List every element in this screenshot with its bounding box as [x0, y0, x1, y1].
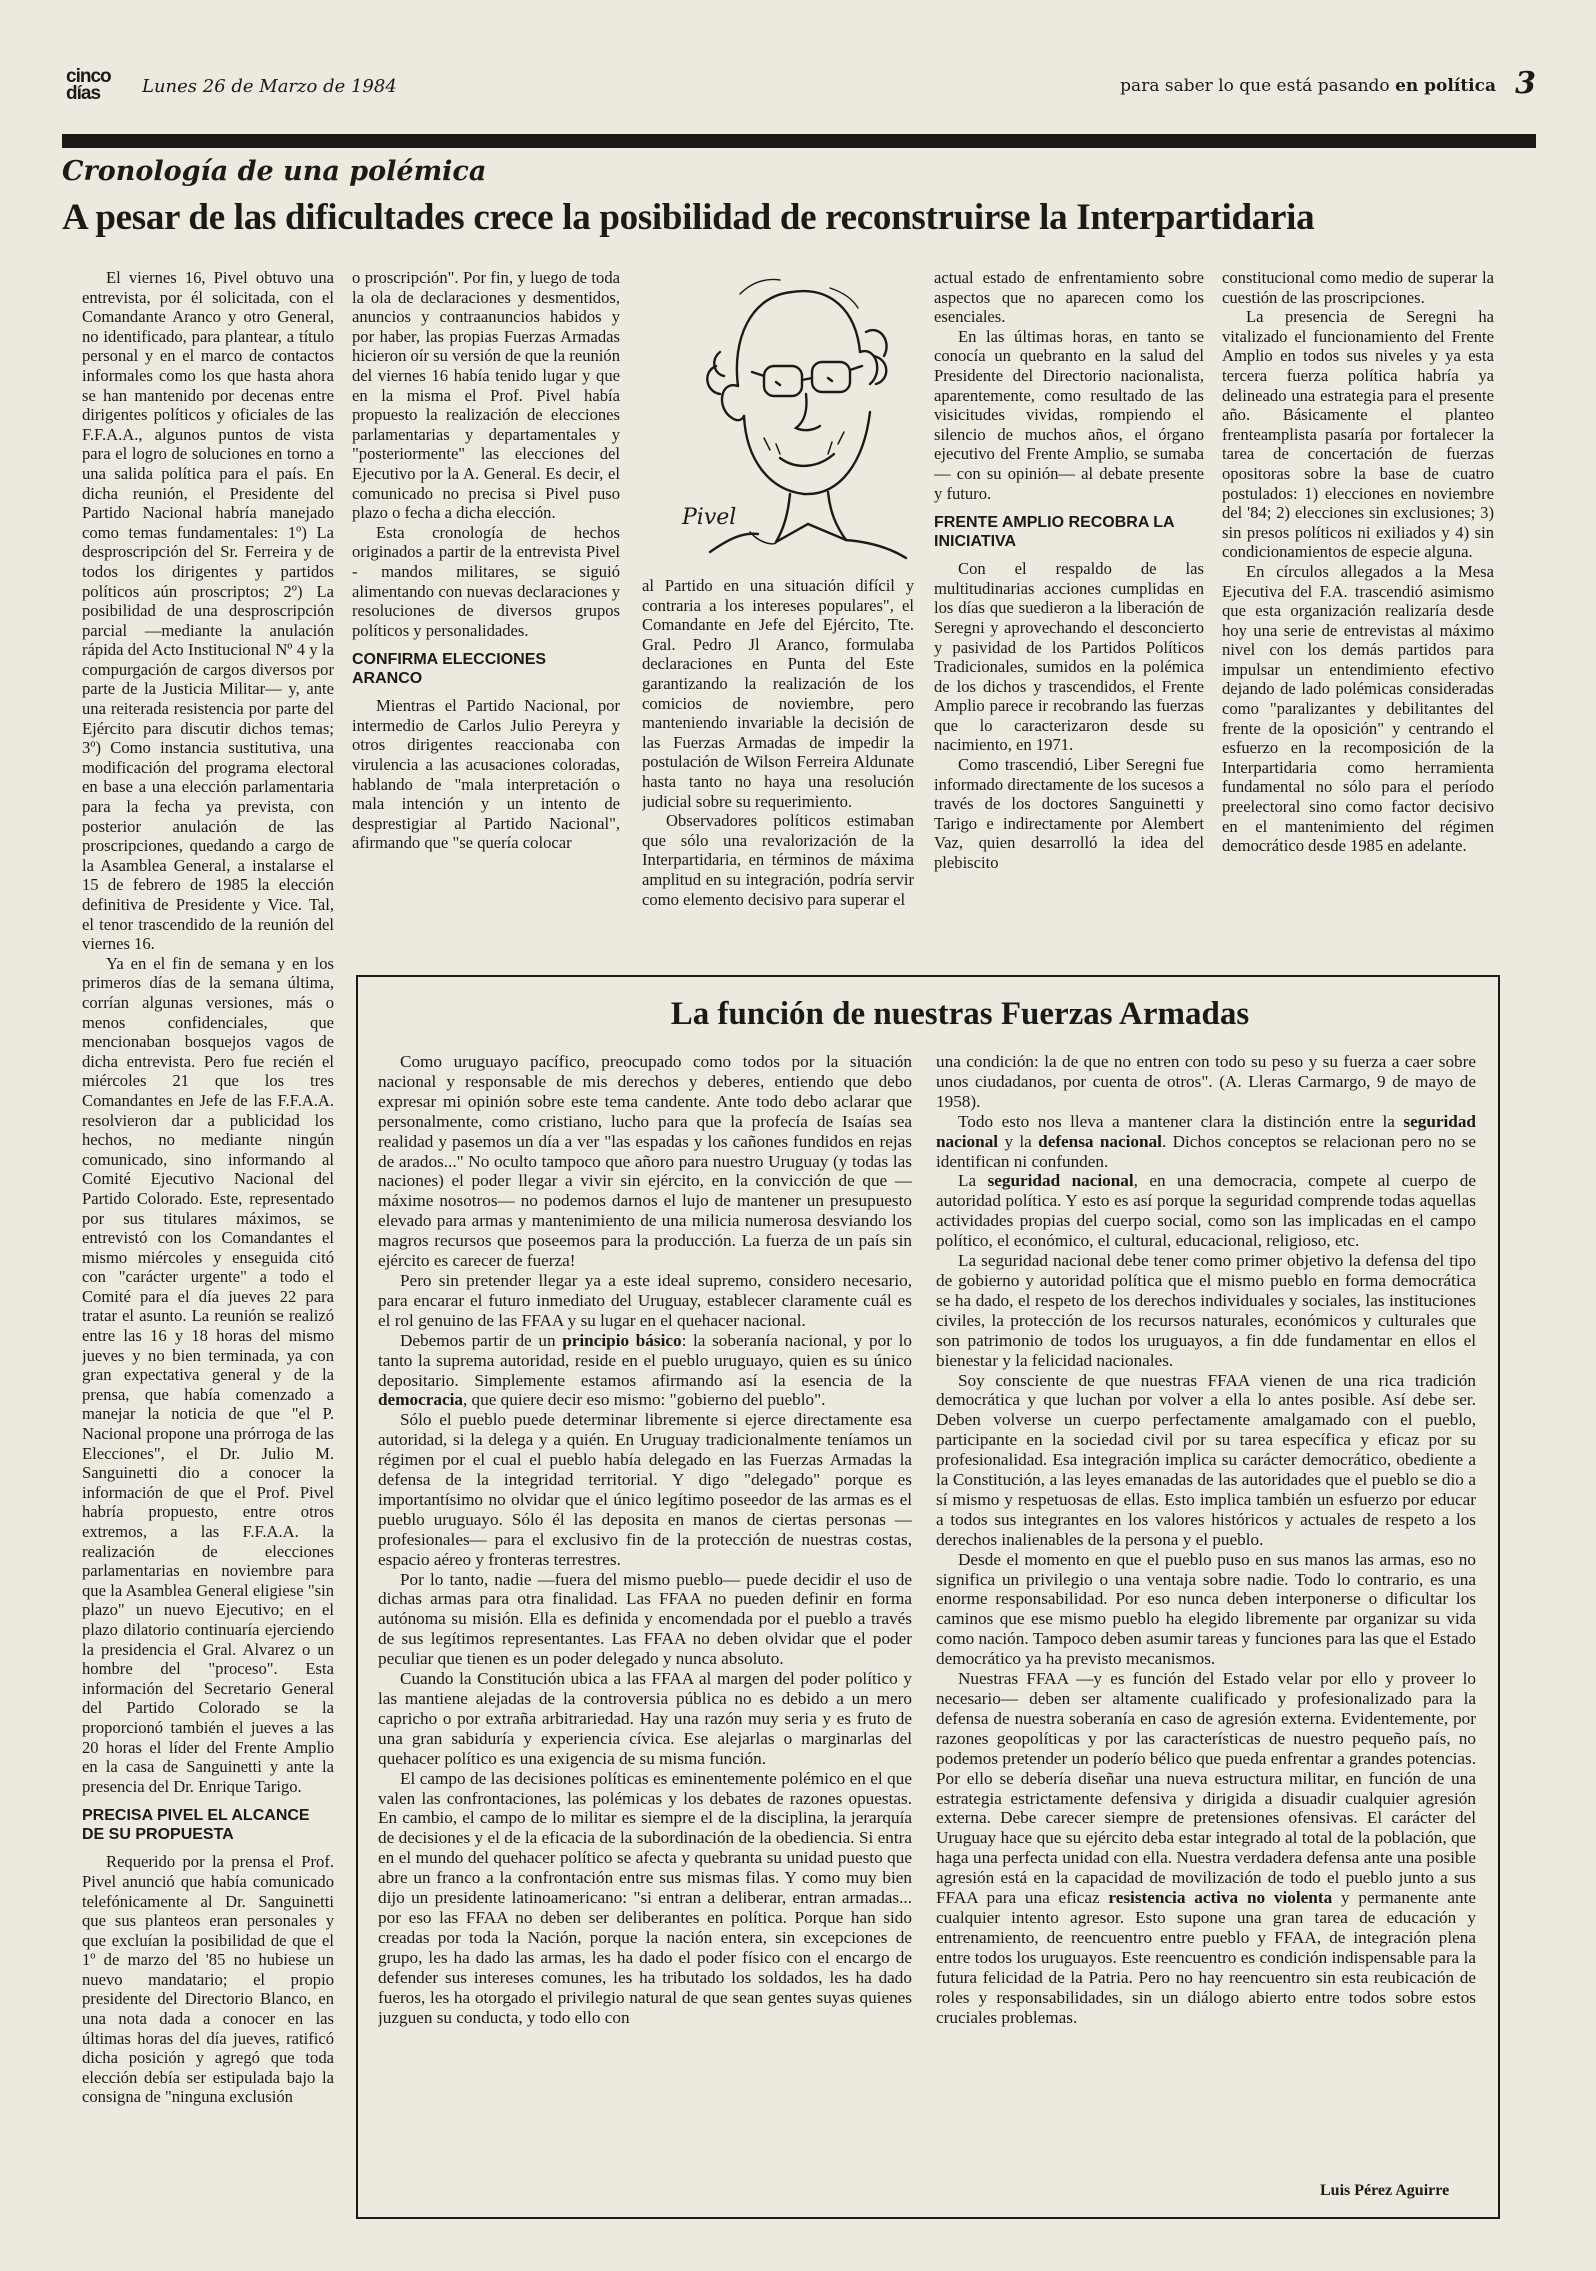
paragraph: Por lo tanto, nadie —fuera del mismo pueblo— puede decidir el uso de dichas armas para otra finalidad. Las FFAA no pueden definir en forma autónoma su misión. Ella es definida y encomendada por el pueblo a través de sus legítimos representantes. Las FFAA no deben olvidar que el poder peculiar que tienen es un poder delegado y nunca absoluto. — [378, 1569, 912, 1669]
paragraph: Pero sin pretender llegar ya a este ideal supremo, considero necesario, para encarar el futuro inmediato del Uruguay, establecer claramente cuál es el rol genuino de las FFAA y su lugar en el quehacer nacional. — [378, 1270, 912, 1330]
caricature-illustration — [680, 262, 950, 562]
paragraph: Desde el momento en que el pueblo puso en sus manos las armas, eso no significa un privilegio o una ventaja sobre nadie. Todo lo contrario, es una enorme responsabilidad. Por eso nunca deben interponerse o dificultar los caminos que ese mismo pueblo ha elegido libremente par organizar su vida como nación. Tampoco deben asumir tareas y funciones para las que el Estado democrático ya ha previsto mecanismos. — [936, 1549, 1476, 1669]
paragraph: actual estado de enfrentamiento sobre aspectos que no aparecen como los esenciales. — [934, 268, 1204, 327]
kicker: Cronología de una polémica — [62, 156, 487, 187]
bold-term: resistencia activa no violenta — [1108, 1888, 1333, 1908]
paragraph: Como uruguayo pacífico, preocupado como todos por la situación nacional y responsable de mis derechos y deberes, entiendo que debo expresar mi opinión sobre este tema candente. Ante todo debo aclarar que personalmente, como cristiano, lucho para que la profecía de Isaías sea realidad y pasemos un día a ver "las espadas y los cañones fundidos en rejas de arados..." No oculto tampoco que añoro para nuestro Uruguay (y todas las naciones) el poder llegar a vivir sin ejército, en la convicción de que —máxime nosotros— no podemos darnos el lujo de mantener un presupuesto elevado para armas y mantenimiento de una milicia numerosa desviando los magros recursos que poseemos para la producción. La fuerza de un país sin ejército es carecer de fuerza! — [378, 1052, 912, 1271]
page-header — [62, 66, 1536, 106]
paragraph: El campo de las decisiones políticas es eminentemente polémico en el que valen las confrontaciones, las polémicas y los debates de razones opuestas. En cambio, el campo de lo militar es siempre el de la disciplina, la jerarquía de decisiones y el de la eficacia de la subordinación de la obediencia. Si entra en el mundo del quehacer político se afecta y quebranta su unidad puesto que abre un franco a la confrontación entre sus mismas filas. Y como muy bien dijo un presidente latinoamericano: "si entran a deliberar, entran armadas... por eso las FFAA no deben ser deliberantes en política. Porque han sido creadas por toda la Nación, porque la nación entera, sin excepciones de grupo, les ha dado las armas, les ha dado el poder físico con el encargo de defender sus intereses comunes, les ha tributado los soldados, les ha dado fueros, les ha otorgado el privilegio natural de que sean gentes suyas quienes juzguen su conducta, y todo ello con — [378, 1768, 912, 2027]
paragraph: En círculos allegados a la Mesa Ejecutiva del F.A. trascendió asimismo que esta organización realizaría desde hoy una serie de entrevistas al máximo nivel con los demás partidos para impulsar un entendimiento efectivo dejando de lado polémicas consideradas como "paralizantes y debilitantes del frente de la oposición" y centrando el esfuerzo en la recomposición de la Interpartidaria como herramienta fundamental no sólo para el período preelectoral sino como factor decisivo en el mantenimiento del régimen democrático desde 1985 en adelante. — [1222, 561, 1494, 856]
subheading: PRECISA PIVEL EL ALCANCE DE SU PROPUESTA — [82, 1807, 310, 1844]
article-column-4 — [934, 268, 1204, 963]
logo-line-2: días — [66, 83, 101, 104]
paragraph: Mientras el Partido Nacional, por intermedio de Carlos Julio Pereyra y otros dirigentes reaccionaba con virulencia a las acusaciones coloradas, hablando de "mala interpretación o mala intención y un intento de desprestigiar al Partido Nacional", afirmando que "se quería colocar — [352, 696, 620, 853]
author-signature: Luis Pérez Aguirre — [1320, 2182, 1450, 2199]
text-run: : la soberanía nacional, y por lo tanto la suprema autoridad, reside en el pueblo uruguayo, quien es su único depositario. Simplemente estamos afirmando así la esencia de la — [378, 1330, 912, 1390]
paragraph — [936, 1112, 1476, 1172]
text-run: Nuestras FFAA —y es función del Estado velar por ello y proveer lo necesario— deben ser altamente cualificado y profesionalizado para la defensa de nuestra soberanía en caso de agresión externa. Evidentemente, por razones geopolíticas y por las características de nuestro pequeño país, no podemos pretender un poderío bélico que pueda enfrentar a grandes potencias. Por ello se debería diseñar una nueva estructura militar, en función de una estrategia estrictamente defensiva y dirigida a disuadir cualquier agresión externa. Debe carecer siempre de pretensiones ofensivas. El carácter del Uruguay hace que su ejército deba estar integrado al total de la población, que haga una perfecta unidad con ella. Nuestra verdadera defensa ante una posible agresión está en la capacidad de movilización de todo el pueblo junto a sus FFAA para una eficaz — [936, 1669, 1476, 1908]
paragraph: Cuando la Constitución ubica a las FFAA al margen del poder político y las mantiene alejadas de la controversia pública no es debido a un mero capricho o por extraña arbitrariedad. Hay una razón muy seria y es fruto de una gran sabiduría y experiencia cívica. Ese alejarlas o marginarlas del quehacer político es una exigencia de su misma función. — [378, 1669, 912, 1768]
paragraph: Requerido por la prensa el Prof. Pivel anunció que había comunicado telefónicamente al Dr. Sanguinetti que sus planteos eran personales y que excluían la posibilidad de que el 1º de marzo del '85 no hubiese un nuevo mandatario; el propio presidente del Directorio Blanco, en una nota dada a conocer en las últimas horas del día jueves, ratificó dicha posición y agregó que toda elección debía ser estipulada bajo la consigna de "ninguna exclusión — [82, 1852, 334, 2107]
text-run: , que quiere decir eso mismo: "gobierno del pueblo". — [462, 1390, 826, 1410]
bold-term: principio básico — [562, 1330, 682, 1350]
article-column-3 — [642, 576, 914, 961]
header-rule — [62, 134, 1536, 148]
text-run: . Dichos conceptos se relacionan pero no se identifican ni confunden. — [936, 1131, 1476, 1171]
paragraph: La presencia de Seregni ha vitalizado el funcionamiento del Frente Amplio en todos sus niveles y ya esta tercera fuerza política habría ya delineado una estrategia para el presente año. Básicamente el planteo frenteamplista pasaría por fortalecer la tarea de concertación de fuerzas opositoras sobre la base de cuatro postulados: 1) elecciones en noviembre del '84; 2) elecciones sin exclusiones; 3) sin presos políticos ni exiliados y 4) sin condicionamientos de especie alguna. — [1222, 307, 1494, 562]
paragraph: Sólo el pueblo puede determinar libremente si ejerce directamente esa autoridad, si la delega y a quién. En Uruguay tradicionalmente teníamos un régimen por el cual el pueblo había delegado en las Fuerzas Armadas la defensa de la integridad territorial. Y digo "delegado" porque es importantísimo no olvidar que el único legítimo poseedor de las armas es el pueblo uruguayo. Sólo él las deposita en manos de ciertas personas —profesionales— para el exclusivo fin de la protección de nuestras costas, espacio aéreo y fronteras terrestres. — [378, 1410, 912, 1569]
paragraph: El viernes 16, Pivel obtuvo una entrevista, por él solicitada, con el Comandante Aranco y otro General, no identificado, para plantear, a título personal y en el marco de contactos informales como los que hasta ahora se han mantenido por decenas entre dirigentes políticos y oficiales de las F.F.A.A., algunos puntos de vista para el logro de soluciones en torno a una salida política para el país. En dicha reunión, el Presidente del Partido Nacional habría manejado como temas fundamentales: 1º) La desproscripción del Sr. Ferreira y de todos los dirigentes y partidos políticos aún proscriptos; 2º) La posibilidad de una desproscripción parcial —mediante la anulación rápida del Acto Institucional Nº 4 y la compurgación de cargos diversos por parte de la Justicia Militar— y, ante una reiterada resistencia por parte del Ejército para discutir dichos temas; 3º) Como instancia sustitutiva, una modificación del programa electoral en base a una elección parlamentaria para la fecha ya prevista, con posterior anulación de las proscripciones, quedando a cargo de la Asamblea General, a instalarse el 15 de febrero de 1985 la elección definitiva de Presidente y Vice. Tal, el tenor trascendido de la reunión del viernes 16. — [82, 268, 334, 954]
subheading: FRENTE AMPLIO RECOBRA LA INICIATIVA — [934, 514, 1174, 551]
text-run: Todo esto nos lleva a mantener clara la distinción entre la — [958, 1111, 1395, 1131]
text-run: y permanente ante cualquier intento agresor. Esto supone una gran tarea de educación y entrenamiento, de reencuentro entre pueblo y FFAA, de integración plena entre todos los uruguayos. Este reencuentro es condición indispensable para la futura felicidad de la Patria. Pero no hay reencuentro sin esta reubicación de roles y responsabilidades, sin un diálogo abierto entre todos sobre estos cruciales problemas. — [936, 1888, 1476, 2027]
artist-signature: Pivel — [682, 505, 737, 530]
paragraph — [936, 1171, 1476, 1251]
logo-line-1: cinco — [66, 66, 111, 87]
page-number: 3 — [1515, 66, 1536, 101]
header-tagline — [1120, 76, 1496, 96]
paragraph — [936, 1669, 1476, 2027]
bold-term: seguridad nacional — [936, 1111, 1476, 1151]
article-column-2 — [352, 268, 620, 958]
paragraph: al Partido en una situación difícil y contraria a los intereses populares", el Comandante en Jefe del Ejército, Tte. Gral. Pedro Jl Aranco, formulaba declaraciones en Punta del Este garantizando la realización de los comicios de noviembre, pero manteniendo invariable la decisión de las Fuerzas Armadas de impedir la postulación de Wilson Ferreira Aldunate hasta tanto no haya una resolución judicial sobre su requerimiento. — [642, 576, 914, 811]
text-run: La — [958, 1171, 977, 1191]
paragraph: En las últimas horas, en tanto se conocía un quebranto en la salud del Presidente del Directorio nacionalista, aparentemente, como resultado de las visicitudes vividas, rompiendo el silencio de muchos años, el órgano ejecutivo del Frente Amplio, se sumaba — con su opinión— al debate presente y futuro. — [934, 326, 1204, 503]
caricature-portrait-icon — [680, 262, 950, 562]
paragraph: o proscripción". Por fin, y luego de toda la ola de declaraciones y desmentidos, anuncios y contraanuncios habidos y por haber, las propias Fuerzas Armadas hicieron oír su versión de que la reunión del viernes 16 había tenido lugar y que en la misma el Prof. Pivel había propuesto la realización de elecciones parlamentarias y departamentales y "posteriormente" las elecciones del Ejecutivo por la A. General. Es decir, el comunicado no precisa si Pivel puso plazo o fecha a dicha elección. — [352, 268, 620, 523]
text-run: Debemos partir de un — [400, 1330, 556, 1350]
paragraph: constitucional como medio de superar la cuestión de las proscripciones. — [1222, 268, 1494, 307]
paragraph: Ya en el fin de semana y en los primeros días de la semana última, corrían algunas versiones, más o menos confidenciales, que mencionaban bosquejos vagos de dicha entrevista. Pero fue recién el miércoles 21 que los tres Comandantes en Jefe de las F.F.A.A. resolvieron dar a publicidad los hechos, no mediante ningún comunicado, sino informando al Comité Ejecutivo Nacional del Partido Colorado. Este, representado por sus titulares máximos, se entrevistó con los Comandantes el mismo miércoles y enseguida citó con "carácter urgente" a todo el Comité para el día jueves 22 para tratar el asunto. La reunión se realizó entre las 16 y 18 horas del mismo jueves y no bien terminada, ya con gran expectativa general y de la prensa, que había comenzado a manejar la noticia de que "el P. Nacional propone una prórroga de las Elecciones", el Dr. Julio M. Sanguinetti dio a conocer la información de que el Prof. Pivel habría propuesto, entre otros extremos, a las F.F.A.A. la realización de elecciones parlamentarias en noviembre para que la Asamblea General eligiese "sin plazo" un nuevo Ejecutivo; en el plazo dilatorio continuaría ejerciendo la presidencia el Gral. Alvarez o un hombre del "proceso". Esta información del Secretario General del Partido Colorado se la proporcionó también el jueves a las 20 horas el líder del Frente Amplio en la casa de Sanguinetti y ante la presencia del Dr. Enrique Tarigo. — [82, 953, 334, 1796]
text-run: y la — [1004, 1131, 1032, 1151]
paragraph: Observadores políticos estimaban que sólo una revalorización de la Interpartidaria, en términos de máxima amplitud en su integración, podría servir como elemento decisivo para superar el — [642, 811, 914, 909]
bold-term: seguridad nacional — [987, 1171, 1134, 1191]
paragraph: Esta cronología de hechos originados a partir de la entrevista Pivel - mandos militares, se siguió alimentando con nuevas declaraciones y resoluciones de diversos grupos políticos y personalidades. — [352, 522, 620, 640]
paragraph: una condición: la de que no entren con todo su peso y su fuerza a caer sobre unos ciudadanos, por cuenta de otros". (A. Lleras Carmargo, 9 de mayo de 1958). — [936, 1052, 1476, 1111]
text-run: , en una democracia, compete al cuerpo de autoridad política. Y esto es así porque la seguridad comprende todas aquellas actividades propias del cuerpo social, como son las implicadas en el campo político, el económico, el cultural, educacional, religioso, etc. — [936, 1171, 1476, 1251]
opinion-column-left — [378, 1052, 912, 2180]
subheading: CONFIRMA ELECCIONES ARANCO — [352, 651, 547, 688]
opinion-title: La función de nuestras Fuerzas Armadas — [670, 996, 1250, 1032]
main-headline: A pesar de las dificultades crece la posibilidad de reconstruirse la Interpartidaria — [62, 197, 1315, 238]
paragraph: Soy consciente de que nuestras FFAA vienen de una rica tradición democrática y que luchan por volver a ella lo antes posible. Así debe ser. Deben volverse un cuerpo perfectamente amalgamado con el pueblo, participante en la sociedad civil por su tarea específica y eficaz por su profesionalidad. Esa integración implica su carácter democrático, obediente a la Constitución, a las leyes emanadas de las autoridades que el pueblo se dio a sí mismo y respetuosas de ellas. Esto implica también un esfuerzo por educar a todos sus integrantes en los valores históricos y actuales de respeto a los derechos inalienables de la persona y el pueblo. — [936, 1370, 1476, 1549]
issue-date: Lunes 26 de Marzo de 1984 — [142, 76, 397, 97]
bold-term: defensa nacional — [1038, 1131, 1162, 1151]
article-column-1 — [82, 268, 334, 2208]
paragraph — [378, 1331, 912, 1411]
newspaper-logo — [66, 68, 111, 102]
paragraph: Como trascendió, Liber Seregni fue informado directamente de los sucesos a través de los doctores Sanguinetti y Tarigo e indirectamente por Alembert Vaz, quien desarrolló la idea del plebiscito — [934, 755, 1204, 873]
tagline-bold: en política — [1395, 76, 1496, 96]
article-column-5 — [1222, 268, 1494, 963]
bold-term: democracia — [378, 1390, 463, 1410]
tagline-text: para saber lo que está pasando — [1120, 76, 1390, 96]
paragraph: Con el respaldo de las multitudinarias acciones cumplidas en los días que suedieron a la liberación de Seregni y aprovechando el desconcierto y pasividad de los Partidos Políticos Tradicionales, sumidos en la polémica de los dichos y trascendidos, el Frente Amplio parece ir recobrando las fuerzas que lo caracterizaron desde su nacimiento, en 1971. — [934, 559, 1204, 755]
paragraph: La seguridad nacional debe tener como primer objetivo la defensa del tipo de gobierno y autoridad política que el mismo pueblo en forma democrática se ha dado, el respeto de los derechos individuales y sociales, las instituciones civiles, la protección de los recursos naturales, económicos y culturales que son patrimonio de todos los uruguayos, a fin dde fundamentar en ellos el bienestar y la felicidad nacionales. — [936, 1251, 1476, 1370]
opinion-column-right — [936, 1052, 1476, 2180]
